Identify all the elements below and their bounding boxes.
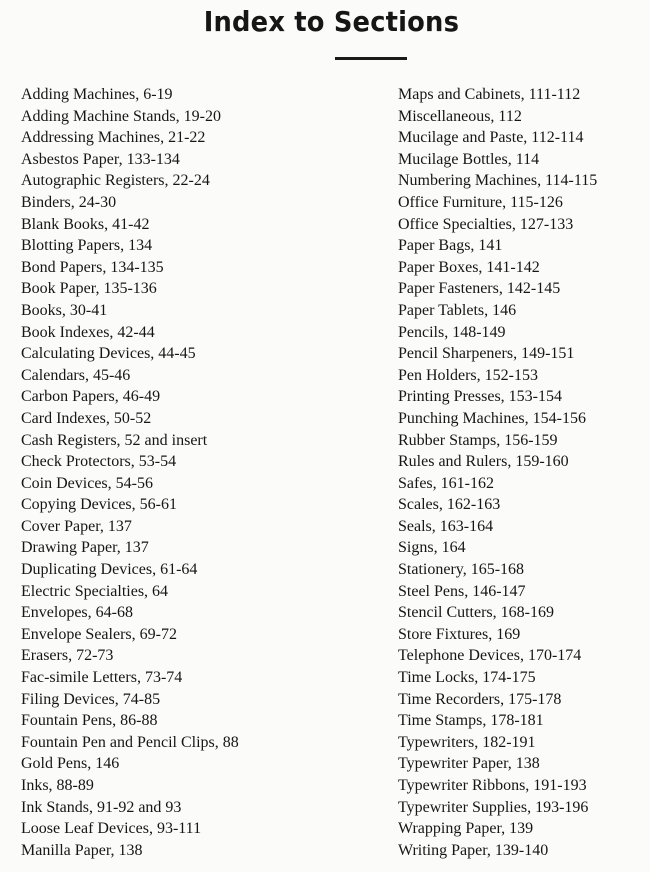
- index-entry: Blank Books, 41-42: [21, 215, 150, 233]
- index-entry: Printing Presses, 153-154: [398, 388, 562, 406]
- index-entry: Binders, 24-30: [21, 193, 117, 211]
- index-entry: Gold Pens, 146: [21, 755, 120, 773]
- index-entry: Telephone Devices, 170-174: [398, 647, 582, 665]
- index-entry: Paper Fasteners, 142-145: [398, 280, 561, 298]
- index-entry: Fac-simile Letters, 73-74: [21, 669, 183, 687]
- index-entry: Stationery, 165-168: [398, 561, 525, 579]
- index-entry: Office Furniture, 115-126: [398, 193, 563, 211]
- index-entry: Office Specialties, 127-133: [398, 215, 574, 233]
- index-entry: Card Indexes, 50-52: [21, 409, 152, 427]
- index-entry: Cash Registers, 52 and insert: [21, 431, 208, 449]
- index-entry: Adding Machines, 6-19: [21, 86, 173, 103]
- index-entry: Blotting Papers, 134: [21, 237, 153, 255]
- index-entry: Paper Tablets, 146: [398, 301, 517, 319]
- index-entry: Book Indexes, 42-44: [21, 323, 155, 341]
- index-entry: Book Paper, 135-136: [21, 280, 157, 298]
- index-entry: Addressing Machines, 21-22: [21, 129, 206, 147]
- index-entry: Adding Machine Stands, 19-20: [21, 107, 221, 125]
- index-entry: Autographic Registers, 22-24: [21, 172, 210, 190]
- index-entry: Loose Leaf Devices, 93-111: [21, 820, 202, 838]
- index-entry: Miscellaneous, 112: [398, 107, 522, 125]
- index-entry: Punching Machines, 154-156: [398, 409, 586, 427]
- index-entry: Ink Stands, 91-92 and 93: [21, 798, 182, 816]
- index-entry: Manilla Paper, 138: [21, 841, 143, 859]
- index-entry: Drawing Paper, 137: [21, 539, 149, 557]
- index-entry: Books, 30-41: [21, 301, 108, 319]
- index-entry: Duplicating Devices, 61-64: [21, 561, 198, 579]
- index-entry: Inks, 88-89: [21, 777, 94, 794]
- index-entry: Coin Devices, 54-56: [21, 474, 153, 492]
- index-column-right: [398, 84, 597, 861]
- index-entry: Typewriters, 182-191: [398, 733, 536, 751]
- index-entry: Safes, 161-162: [398, 474, 494, 492]
- index-entry: Typewriter Paper, 138: [398, 755, 540, 773]
- index-entry: Stencil Cutters, 168-169: [398, 604, 554, 622]
- index-entry: Envelopes, 64-68: [21, 604, 133, 622]
- index-entry: Cover Paper, 137: [21, 517, 132, 535]
- index-entry: Scales, 162-163: [398, 496, 501, 514]
- index-entry: Time Stamps, 178-181: [398, 712, 544, 730]
- index-entry: Pencil Sharpeners, 149-151: [398, 345, 575, 363]
- index-entry: Envelope Sealers, 69-72: [21, 625, 177, 643]
- index-entry: Store Fixtures, 169: [398, 625, 521, 643]
- index-entry: Paper Bags, 141: [398, 237, 503, 255]
- index-entry: Steel Pens, 146-147: [398, 582, 526, 600]
- index-entry: Paper Boxes, 141-142: [398, 258, 540, 276]
- index-entry: Seals, 163-164: [398, 517, 494, 535]
- title-rule-divider: [335, 57, 407, 60]
- index-entry: Writing Paper, 139-140: [398, 841, 549, 859]
- index-entry: Typewriter Supplies, 193-196: [398, 798, 589, 816]
- index-entry: Check Protectors, 53-54: [21, 453, 177, 471]
- index-entry: Maps and Cabinets, 111-112: [398, 86, 581, 103]
- page-title: Index to Sections: [203, 5, 460, 38]
- index-column-left: [21, 84, 239, 861]
- index-entry: Mucilage Bottles, 114: [398, 150, 540, 168]
- index-entry: Filing Devices, 74-85: [21, 690, 161, 708]
- index-entry: Mucilage and Paste, 112-114: [398, 129, 584, 147]
- index-entry: Calculating Devices, 44-45: [21, 345, 196, 363]
- index-entry: Fountain Pen and Pencil Clips, 88: [21, 733, 239, 751]
- index-entry: Pen Holders, 152-153: [398, 366, 538, 384]
- index-entry: Erasers, 72-73: [21, 647, 114, 665]
- index-entry: Electric Specialties, 64: [21, 582, 169, 600]
- index-entry: Numbering Machines, 114-115: [398, 172, 598, 190]
- index-entry: Pencils, 148-149: [398, 323, 506, 341]
- index-entry: Time Recorders, 175-178: [398, 690, 562, 708]
- index-entry: Rules and Rulers, 159-160: [398, 453, 569, 471]
- index-entry: Rubber Stamps, 156-159: [398, 431, 558, 449]
- index-entry: Calendars, 45-46: [21, 366, 131, 384]
- index-entry: Wrapping Paper, 139: [398, 820, 534, 838]
- index-entry: Typewriter Ribbons, 191-193: [398, 777, 587, 794]
- index-entry: Bond Papers, 134-135: [21, 258, 164, 276]
- index-entry: Fountain Pens, 86-88: [21, 712, 158, 730]
- index-entry: Asbestos Paper, 133-134: [21, 150, 180, 168]
- index-entry: Time Locks, 174-175: [398, 669, 536, 687]
- index-entry: Signs, 164: [398, 539, 466, 557]
- index-entry: Copying Devices, 56-61: [21, 496, 177, 514]
- index-entry: Carbon Papers, 46-49: [21, 388, 161, 406]
